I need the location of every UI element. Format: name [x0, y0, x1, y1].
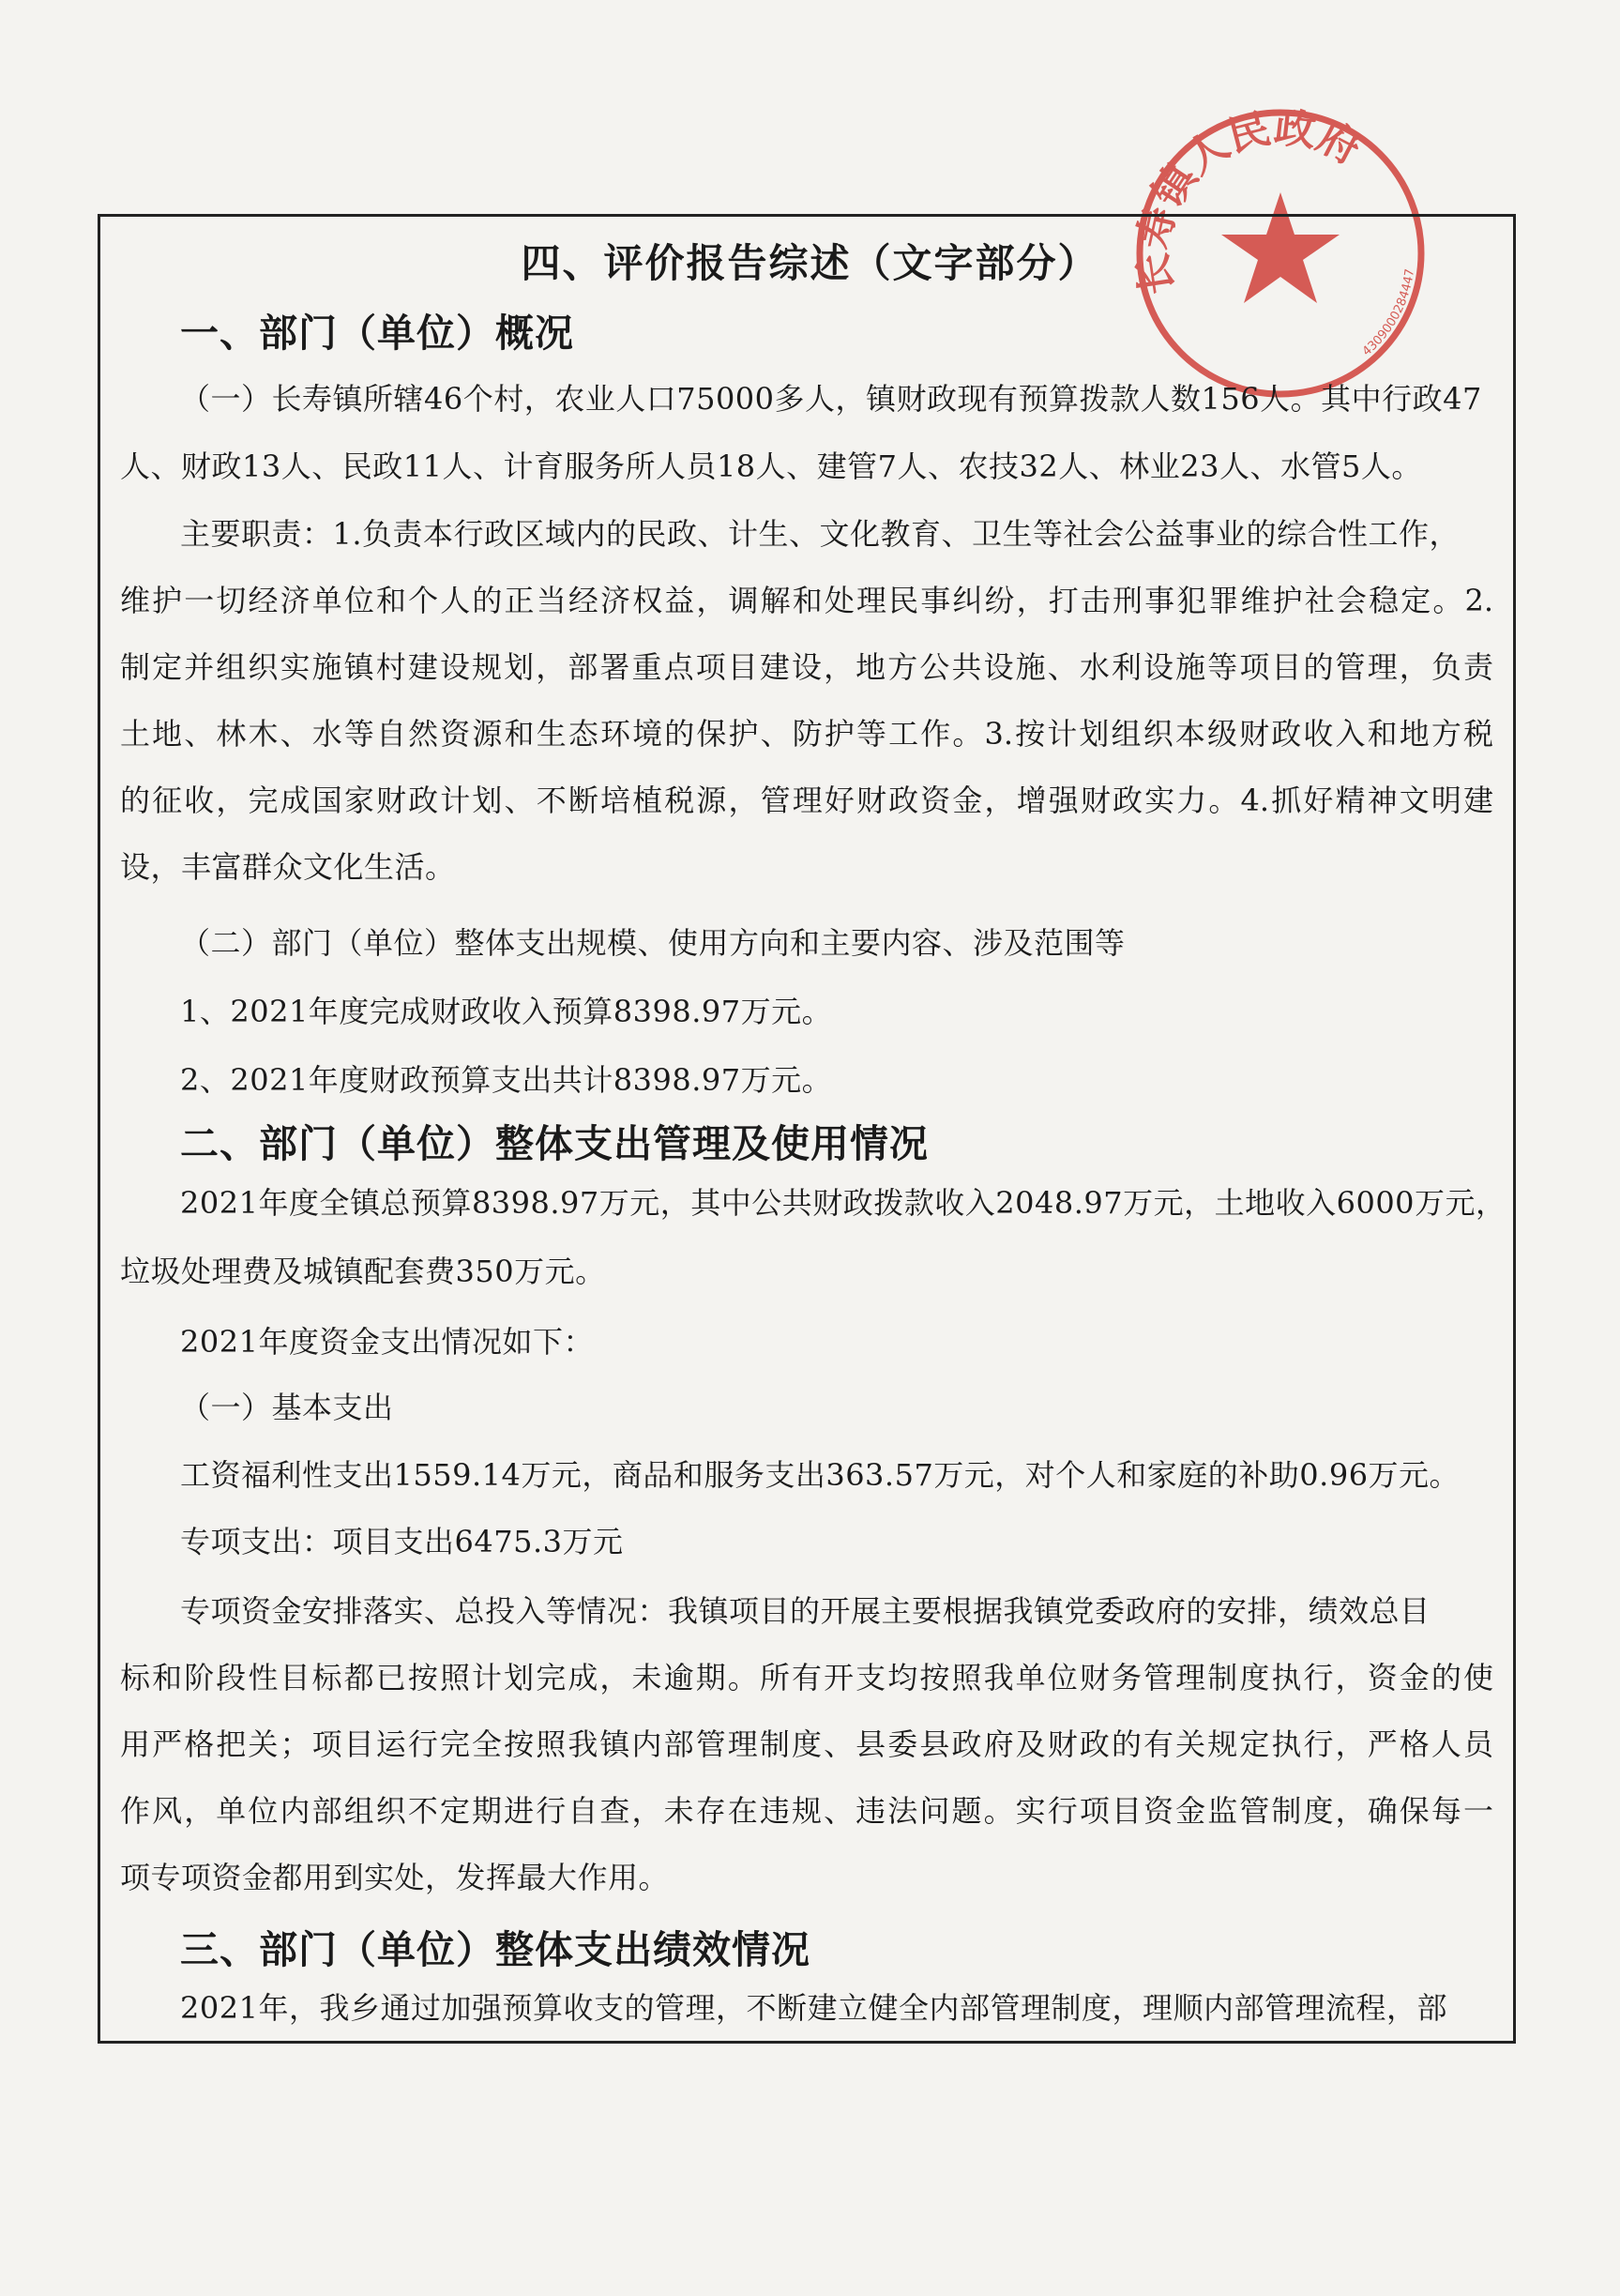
section-2-paragraph-2: 2021年度资金支出情况如下：: [180, 1324, 594, 1360]
duties-line-2: 维护一切经济单位和个人的正当经济权益，调解和处理民事纠纷，打击刑事犯罪维护社会稳定。2.: [120, 583, 1493, 618]
seal-text: 长寿镇人民政府: [1128, 103, 1369, 298]
duties-line-4: 土地、林木、水等自然资源和生态环境的保护、防护等工作。3.按计划组织本级财政收入和地方税: [120, 716, 1493, 752]
special-funds-line-4: 作风，单位内部组织不定期进行自查，未存在违规、违法问题。实行项目资金监管制度，确保每一: [120, 1793, 1493, 1829]
section-2-paragraph-1-line-1: 2021年度全镇总预算8398.97万元，其中公共财政拨款收入2048.97万元，土地收入6000万元，: [180, 1185, 1506, 1221]
basic-expenditure-line: 工资福利性支出1559.14万元，商品和服务支出363.57万元，对个人和家庭的补助0.96万元。: [180, 1457, 1461, 1493]
section-2-subheading-1: （一）基本支出: [180, 1390, 394, 1425]
section-1-subheading-2: （二）部门（单位）整体支出规模、使用方向和主要内容、涉及范围等: [180, 925, 1126, 961]
special-funds-line-5: 项专项资金都用到实处，发挥最大作用。: [120, 1860, 670, 1895]
duties-line-6: 设，丰富群众文化生活。: [120, 849, 456, 885]
document-title: 四、评价报告综述（文字部分）: [521, 240, 1099, 286]
section-1-item-1: 1、2021年度完成财政收入预算8398.97万元。: [180, 994, 833, 1029]
seal-code: 4309000284447: [1359, 267, 1418, 359]
section-3-heading: 三、部门（单位）整体支出绩效情况: [180, 1927, 810, 1972]
special-funds-line-1: 专项资金安排落实、总投入等情况：我镇项目的开展主要根据我镇党委政府的安排，绩效总目: [180, 1593, 1431, 1629]
section-1-heading: 一、部门（单位）概况: [180, 311, 574, 356]
section-2-heading: 二、部门（单位）整体支出管理及使用情况: [180, 1121, 929, 1166]
duties-line-3: 制定并组织实施镇村建设规划，部署重点项目建设，地方公共设施、水利设施等项目的管理，负责: [120, 649, 1493, 685]
special-funds-line-3: 用严格把关；项目运行完全按照我镇内部管理制度、县委县政府及财政的有关规定执行，严格人员: [120, 1726, 1493, 1762]
duties-line-5: 的征收，完成国家财政计划、不断培植税源，管理好财政资金，增强财政实力。4.抓好精神文明建: [120, 783, 1493, 818]
section-2-paragraph-1-line-2: 垃圾处理费及城镇配套费350万元。: [120, 1254, 606, 1289]
special-funds-line-2: 标和阶段性目标都已按照计划完成，未逾期。所有开支均按照我单位财务管理制度执行，资金的使: [120, 1660, 1493, 1695]
special-expenditure-line: 专项支出：项目支出6475.3万元: [180, 1524, 624, 1559]
section-1-item-2: 2、2021年度财政预算支出共计8398.97万元。: [180, 1062, 833, 1098]
section-1-paragraph-1-line-1: （一）长寿镇所辖46个村，农业人口75000多人，镇财政现有预算拨款人数156人。其中行政47: [180, 381, 1482, 417]
section-1-paragraph-1-line-2: 人、财政13人、民政11人、计育服务所人员18人、建管7人、农技32人、林业23人、水管5人。: [120, 449, 1422, 484]
duties-line-1: 主要职责：1.负责本行政区域内的民政、计生、文化教育、卫生等社会公益事业的综合性工作，: [180, 516, 1461, 552]
section-3-paragraph-1-line-1: 2021年，我乡通过加强预算收支的管理，不断建立健全内部管理制度，理顺内部管理流程，部: [180, 1990, 1447, 2026]
